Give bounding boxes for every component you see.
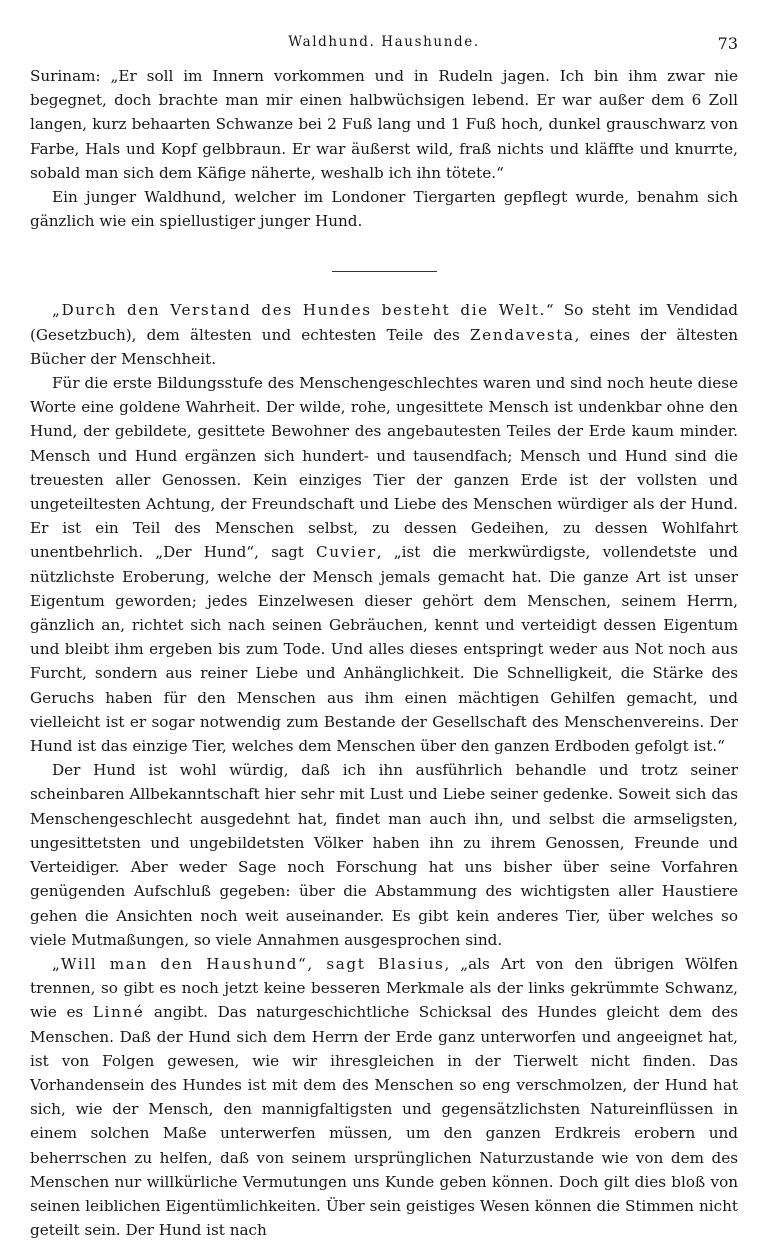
- running-head-title: Waldhund. Haushunde.: [288, 34, 480, 50]
- running-head: [30, 30, 738, 58]
- paragraph-dog-worthiness: Der Hund ist wohl würdig, daß ich ihn ausführlich behandle und trotz seiner scheinbaren Allbekanntschaft hier sehr mit Lust und Liebe seiner gedenke. Soweit sich das Menschengeschlecht ausgedehnt hat, findet man auch ihn, und selbst die armseligsten, ungesittetsten und ungebildetsten Völker haben ihn zu ihrem Genossen, Freunde und Verteidiger. Aber weder Sage noch Forschung hat uns bisher über seine Vorfahren genügenden Aufschluß gegeben: über die Abstammung des wichtigsten aller Haustiere gehen die Ansichten noch weit auseinander. Es gibt kein anderes Tier, über welches so viele Mutmaßungen, so viele Annahmen ausgesprochen sind.: [30, 761, 738, 949]
- linne-name: Linné: [92, 1003, 145, 1022]
- vendidad-quote: „Durch den Verstand des Hundes besteht die Welt.“: [52, 301, 556, 320]
- blasius-text-start: „Will man den Haushund“, sagt: [52, 954, 378, 973]
- book-page: [30, 30, 738, 1242]
- section-divider: [332, 271, 437, 272]
- paragraph-surinam-quote: Surinam: „Er soll im Innern vorkommen und in Rudeln jagen. Ich bin ihm zwar nie begegnet, doch brachte man mir einen halbwüchsigen lebend. Er war außer dem 6 Zoll langen, kurz behaarten Schwanze bei 2 Fuß lang und 1 Fuß hoch, dunkel grauschwarz von Farbe, Hals und Kopf gelbbraun. Er war äußerst wild, fraß nichts und kläffte und knurrte, sobald man sich dem Käfige näherte, weshalb ich ihn tötete.“: [30, 67, 738, 182]
- paragraph-blasius-quote: [30, 952, 738, 1242]
- paragraph-vendidad-quote: [30, 298, 738, 371]
- page-number: 73: [717, 34, 738, 53]
- paragraph-young-wild-dog: Ein junger Waldhund, welcher im Londoner Tiergarten gepflegt wurde, benahm sich gänzlich wie ein spiellustiger junger Hund.: [30, 188, 738, 231]
- blasius-name: Blasius: [377, 954, 445, 973]
- blasius-text-middle: , „als Art von den übrigen Wölfen trennen, so gibt es noch jetzt keine besseren Merkmale als der links gekrümmte Schwanz, wie es: [30, 954, 738, 1022]
- blasius-text-end: angibt. Das naturgeschichtliche Schicksal des Hundes gleicht dem des Menschen. Daß der Hund sich dem Herrn der Erde ganz unterworfen und angeeignet hat, ist von Folgen gewesen, wie wir ihresgleichen in der Tierwelt nicht finden. Das Vorhandensein des Hundes ist mit dem des Menschen so eng verschmolzen, der Hund hat sich, wie der Mensch, den mannigfaltigsten und gegensätzlichsten Natureinflüssen in einem solchen Maße unterwerfen müssen, um den ganzen Erdkreis erobern und beherrschen zu helfen, daß von seinem ursprünglichen Naturzustande wie von dem des Menschen nur willkürliche Vermutungen uns Kunde geben können. Doch gilt dies bloß von seinen leiblichen Eigentümlichkeiten. Über sein geistiges Wesen können die Stimmen nicht geteilt sein. Der Hund ist nach: [30, 1003, 738, 1240]
- zendavesta-term: Zendavesta: [469, 325, 575, 344]
- cuvier-text-start: Für die erste Bildungsstufe des Menschengeschlechtes waren und sind noch heute diese Worte eine goldene Wahrheit. Der wilde, rohe, ungesittete Mensch ist undenkbar ohne den Hund, der gebildete, gesittete Bewohner des angebautesten Teiles der Erde kaum minder. Mensch und Hund ergänzen sich hundert- und tausendfach; Mensch und Hund sind die treuesten aller Genossen. Kein einziges Tier der ganzen Erde ist der vollsten und ungeteiltesten Achtung, der Freundschaft und Liebe des Menschen würdiger als der Hund. Er ist ein Teil des Menschen selbst, zu dessen Gedeihen, zu dessen Wohlfahrt unentbehrlich. „Der Hund“, sagt: [30, 374, 738, 562]
- cuvier-name: Cuvier: [316, 543, 377, 562]
- vendidad-text-end: , eines der ältesten Bücher der Menschheit.: [30, 325, 739, 368]
- vendidad-text: So steht im Vendidad (Gesetzbuch), dem ältesten und echtesten Teile des: [30, 301, 738, 344]
- paragraph-cuvier-quote: [30, 371, 738, 758]
- cuvier-text-end: , „ist die merkwürdigste, vollendetste und nützlichste Eroberung, welche der Mensch jemals gemacht hat. Die ganze Art ist unser Eigentum geworden; jedes Einzelwesen dieser gehört dem Menschen, seinem Herrn, gänzlich an, richtet sich nach seinen Gebräuchen, kennt und verteidigt dessen Eigentum und bleibt ihm ergeben bis zum Tode. Und alles dieses entspringt weder aus Not noch aus Furcht, sondern aus reiner Liebe und Anhänglichkeit. Die Schnelligkeit, die Stärke des Geruchs haben für den Menschen aus ihm einen mächtigen Gehilfen gemacht, und vielleicht ist er sogar notwendig zum Bestande der Gesellschaft des Menschenvereins. Der Hund ist das einzige Tier, welches dem Menschen über den ganzen Erdboden gefolgt ist.“: [30, 543, 738, 756]
